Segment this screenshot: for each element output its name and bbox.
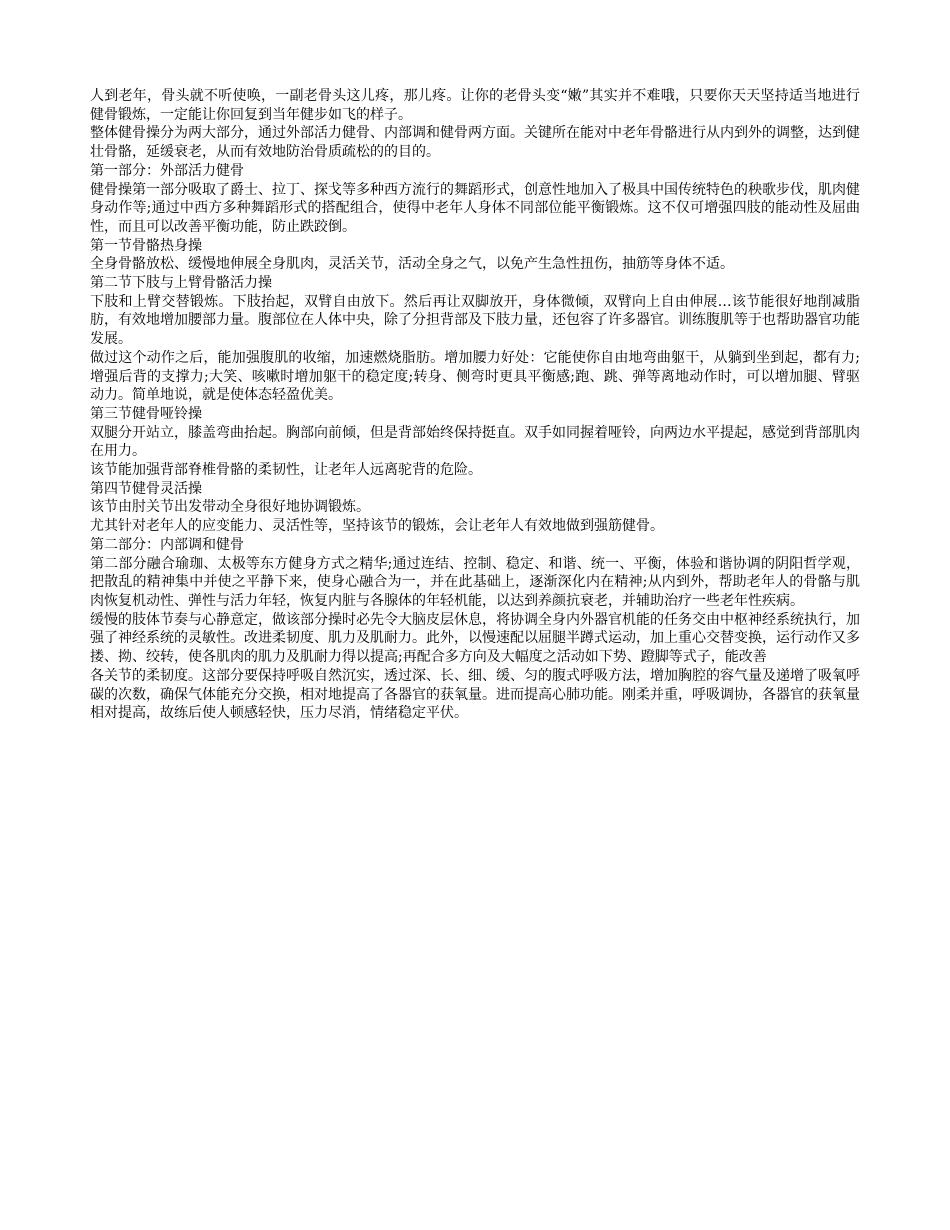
section-one-heading: 第一节骨骼热身操 [90,237,202,254]
intro-paragraph: 人到老年，骨头就不听使唤，一副老骨头这儿疼，那儿疼。让你的老骨头变“嫩”其实并不难哦，只要你天天坚持适当地进行健骨锻炼，一定能让你回复到当年健步如飞的样子。 [90,88,860,123]
part-two-breathing-paragraph: 各关节的柔韧度。这部分要保持呼吸自然沉实，透过深、长、细、缓、匀的腹式呼吸方法，增加胸腔的容气量及递增了吸氧呼碳的次数，确保气体能充分交换，相对地提高了各器官的获氧量。进而提高心肺功能。刚柔并重，呼吸调协，各器官的获氧量相对提高，故练后使人顿感轻快，压力尽消，情绪稳定平伏。 [90,667,860,722]
section-three-paragraph: 双腿分开站立，膝盖弯曲抬起。胸部向前倾，但是背部始终保持挺直。双手如同握着哑铃，向两边水平提起，感觉到背部肌肉在用力。 [90,424,860,460]
section-two-benefits-paragraph: 做过这个动作之后，能加强腹肌的收缩，加速燃烧脂肪。增加腰力好处：它能使你自由地弯曲躯干，从躺到坐到起，都有力;增强后背的支撑力;大笑、咳嗽时增加躯干的稳定度;转身、侧弯时更具平衡感;跑、跳、弹等离地动作时，可以增加腿、臂驱动力。简单地说，就是使体态轻盈优美。 [90,349,860,404]
section-four-benefits-paragraph: 尤其针对老年人的应变能力、灵活性等，坚持该节的锻炼，会让老年人有效地做到强筋健骨。 [90,518,664,535]
part-two-paragraph: 第二部分融合瑜珈、太极等东方健身方式之精华;通过连结、控制、稳定、和谐、统一、平衡，体验和谐协调的阴阳哲学观，把散乱的精神集中并使之平静下来，使身心融合为一，并在此基础上，逐渐深化内在精神;从内到外，帮助老年人的骨骼与肌肉恢复机动性、弹性与活力年轻，恢复内脏与各腺体的年轻机能，以达到养颜抗衰老，并辅助治疗一些老年性疾病。 [90,555,860,609]
section-one-paragraph: 全身骨骼放松、缓慢地伸展全身肌肉，灵活关节，活动全身之气，以免产生急性扭伤，抽筋等身体不适。 [90,256,734,273]
part-two-rhythm-paragraph: 缓慢的肢体节奏与心静意定，做该部分操时必先令大脑皮层休息，将协调全身内外器官机能的任务交由中枢神经系统执行，加强了神经系统的灵敏性。改进柔韧度、肌力及肌耐力。此外，以慢速配以屈腿半蹲式运动，加上重心交替变换，运行动作又多搂、拗、绞转，使各肌肉的肌力及肌耐力得以提高;再配合多方向及大幅度之活动如下势、蹬脚等式子，能改善 [90,611,860,666]
section-two-heading: 第二节下肢与上臂骨骼活力操 [90,275,272,292]
part-one-paragraph: 健骨操第一部分吸取了爵士、拉丁、探戈等多种西方流行的舞蹈形式，创意性地加入了极具中国传统特色的秧歌步伐，肌肉健身动作等;通过中西方多种舞蹈形式的搭配组合，使得中老年人身体不同部位能平衡锻炼。这不仅可增强四肢的能动性及屈曲性，而且可以改善平衡功能，防止跌跤倒。 [90,181,860,235]
section-four-paragraph: 该节由肘关节出发带动全身很好地协调锻炼。 [90,499,370,516]
part-two-heading: 第二部分：内部调和健骨 [90,536,244,553]
section-three-heading: 第三节健骨哑铃操 [90,405,202,422]
part-one-heading: 第一部分：外部活力健骨 [90,162,244,179]
overview-paragraph: 整体健骨操分为两大部分，通过外部活力健骨、内部调和健骨两方面。关键所在能对中老年骨骼进行从内到外的调整，达到健壮骨骼，延缓衰老，从而有效地防治骨质疏松的的目的。 [90,125,860,161]
section-three-benefits-paragraph: 该节能加强背部脊椎骨骼的柔韧性，让老年人远离驼背的危险。 [90,462,482,479]
section-two-paragraph: 下肢和上臂交替锻炼。下肢抬起，双臂自由放下。然后再让双脚放开，身体微倾，双臂向上自由伸展…该节能很好地削减脂肪，有效地增加腰部力量。腹部位在人体中央，除了分担背部及下肢力量，还包容了许多器官。训练腹肌等于也帮助器官功能发展。 [90,293,860,348]
document-body [90,87,860,723]
section-four-heading: 第四节健骨灵活操 [90,480,202,497]
